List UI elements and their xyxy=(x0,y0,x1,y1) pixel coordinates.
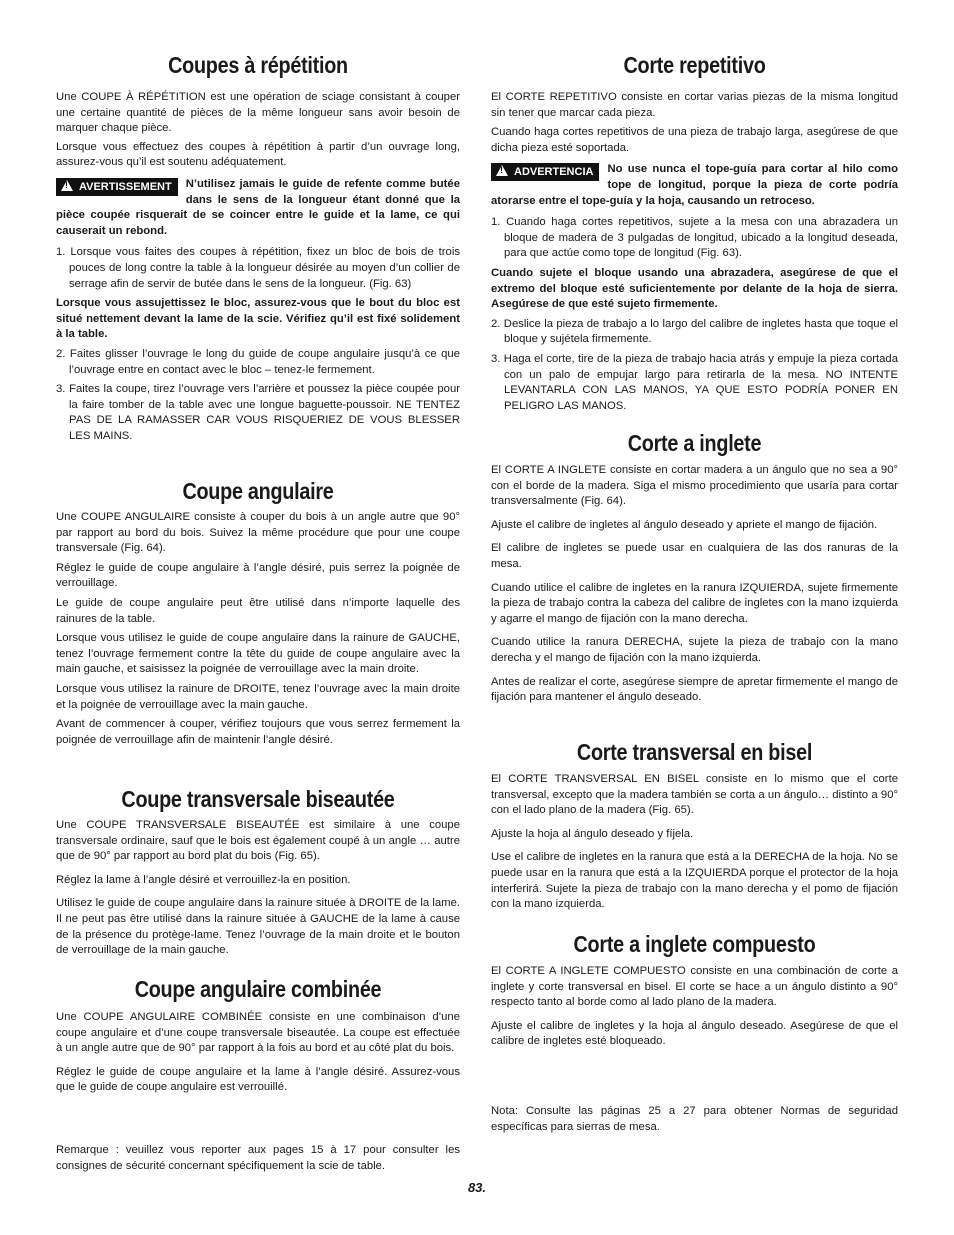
paragraph: Une COUPE À RÉPÉTITION est une opération de sciage consistant à couper une certaine quantité de pièces de la même longueur sans avoir besoin de marquer chaque pièce. xyxy=(56,91,460,135)
page-number: 83. xyxy=(467,1180,487,1195)
paragraph: Lorsque vous utilisez le guide de coupe angulaire dans la rainure de GAUCHE, tenez l’ouvrage fermement contre la tête du guide de coupe angulaire avec la main gauche, et saisissez la poignée de verrouillage avec la main droite. xyxy=(56,632,460,676)
list-item: 2. Deslice la pieza de trabajo a lo largo del calibre de ingletes hasta que toque el bloque y sujétela firmemente. xyxy=(491,317,898,346)
section-title-coupe-transversale-biseautee: Coupe transversale biseautée xyxy=(121,786,395,812)
list-item: 1. Lorsque vous faites des coupes à répétition, fixez un bloc de bois de trois pouces de long contre la table à la longueur désirée au moyen d’un collier de serrage afin de servir de butée dans le sens de la longueur. (Fig. 63) xyxy=(56,246,460,290)
paragraph: Une COUPE ANGULAIRE consiste à couper du bois à un angle autre que 90° par rapport au bord du bois. Suivez la même procédure que pour une coupe transversale (Fig. 64). xyxy=(56,511,460,555)
warning-block xyxy=(56,177,460,239)
warning-badge: !ADVERTENCIA xyxy=(491,163,599,181)
paragraph: Ajuste el calibre de ingletes y la hoja al ángulo deseado. Asegúrese de que el calibre de ingletes esté bloqueado. xyxy=(491,1019,898,1048)
paragraph: Ajuste la hoja al ángulo deseado y fíjela. xyxy=(491,827,694,840)
step-list xyxy=(56,347,460,445)
list-item: 3. Haga el corte, tire de la pieza de trabajo hacia atrás y empuje la pieza cortada con un palo de empujar largo para retirarla de la mesa. NO INTENTE LEVANTARLA CON LAS MANOS, YA QUE ESTO PODRÍA PONER EN PELIGRO LAS MANOS. xyxy=(491,352,898,412)
section-title-corte-repetitivo: Corte repetitivo xyxy=(623,52,766,78)
section-title-corte-transversal-en-bisel: Corte transversal en bisel xyxy=(576,739,813,765)
paragraph: Cuando utilice el calibre de ingletes en la ranura IZQUIERDA, sujete firmemente la pieza de trabajo contra la cabeza del calibre de ingletes con la mano izquierda y agarre el mango de fijación con la mano derecha. xyxy=(491,581,898,625)
warning-triangle-icon xyxy=(496,165,508,176)
paragraph: Réglez la lame à l’angle désiré et verrouillez-la en position. xyxy=(56,873,351,886)
section-title-coupes-repetition: Coupes à répétition xyxy=(168,52,348,78)
warning-badge: !AVERTISSEMENT xyxy=(56,178,178,196)
paragraph: Le guide de coupe angulaire peut être utilisé dans n’importe laquelle des rainures de la table. xyxy=(56,596,460,625)
paragraph: El CORTE A INGLETE consiste en cortar madera a un ángulo que no sea a 90° con el borde de la madera. Siga el mismo procedimiento que usaría para cortar transversalmente (Fig. 64). xyxy=(491,464,898,508)
paragraph: El calibre de ingletes se puede usar en cualquiera de las dos ranuras de la mesa. xyxy=(491,542,898,570)
paragraph: Réglez le guide de coupe angulaire à l’angle désiré, puis serrez la poignée de verrouillage. xyxy=(56,561,460,590)
paragraph: Réglez le guide de coupe angulaire et la lame à l’angle désiré. Assurez-vous que le guide de coupe angulaire est verrouillé. xyxy=(56,1065,460,1094)
paragraph: Antes de realizar el corte, asegúrese siempre de apretar firmemente el mango de fijación para mantener el ángulo deseado. xyxy=(491,675,898,704)
safety-note: Remarque : veuillez vous reporter aux pages 15 à 17 pour consulter les consignes de sécurité concernant spécifiquement la scie de table. xyxy=(56,1144,460,1172)
section-title-corte-a-inglete-compuesto: Corte a inglete compuesto xyxy=(573,931,816,957)
list-item: 2. Faites glisser l’ouvrage le long du guide de coupe angulaire jusqu’à ce que l’ouvrage entre en contact avec le bloc – tenez-le fermement. xyxy=(56,347,460,376)
paragraph: Avant de commencer à couper, vérifiez toujours que vous serrez fermement la poignée de verrouillage afin de maintenir l’angle désiré. xyxy=(56,718,460,746)
paragraph: Ajuste el calibre de ingletes al ángulo deseado y apriete el mango de fijación. xyxy=(491,518,878,531)
list-item: 3. Faites la coupe, tirez l’ouvrage vers l’arrière et poussez la pièce coupée pour la faire tomber de la table avec une longue baguette-poussoir. NE TENTEZ PAS DE LA RAMASSER CAR VOUS RISQUERIEZ DE VOUS BLESSER LES MAINS. xyxy=(56,383,460,442)
paragraph: Cuando utilice la ranura DERECHA, sujete la pieza de trabajo con la mano derecha y el mango de fijación con la mano izquierda. xyxy=(491,636,898,664)
warning-text: N’utilisez jamais le guide de refente comme butée dans le sens de la longueur étant donné que la pièce coupée risquerait de se coincer entre le guide et la lame, ce qui causerait un rebond. xyxy=(56,177,460,237)
section-title-corte-a-inglete: Corte a inglete xyxy=(627,430,762,456)
step-list xyxy=(491,317,898,415)
paragraph: El CORTE A INGLETE COMPUESTO consiste en una combinación de corte a inglete y corte transversal en bisel. El corte se hace a un ángulo distinto a 90° respecto tanto al borde como al lado plano de la madera. xyxy=(491,965,898,1009)
safety-note: Nota: Consulte las páginas 25 a 27 para obtener Normas de seguridad específicas para sierras de mesa. xyxy=(491,1105,898,1133)
paragraph: Use el calibre de ingletes en la ranura que está a la DERECHA de la hoja. No se puede usar en la ranura que está a la IZQUIERDA porque el protector de la hoja interferirá. Sujete la pieza de trabajo con la mano derecha y el pomo de fijación con la mano izquierda. xyxy=(491,851,898,911)
paragraph: El CORTE REPETITIVO consiste en cortar varias piezas de la misma longitud sin tener que marcar cada pieza. xyxy=(491,91,898,119)
warning-triangle-icon xyxy=(61,180,73,191)
paragraph: Lorsque vous effectuez des coupes à répétition à partir d’un ouvrage long, assurez-vous qu’il est soutenu adéquatement. xyxy=(56,140,460,169)
paragraph: Une COUPE ANGULAIRE COMBINÉE consiste en une combinaison d’une coupe angulaire et d’une coupe transversale biseautée. La coupe est effectuée à un angle autre que de 90° par rapport à la fois au bord et au côté plat du bois. xyxy=(56,1011,460,1055)
paragraph: Utilisez le guide de coupe angulaire dans la rainure située à DROITE de la lame. Il ne peut pas être utilisé dans la rainure située à GAUCHE de la lame à cause de la présence du protège-lame. Tenez l’ouvrage de la main droite et le bouton de verrouillage de la main gauche. xyxy=(56,897,460,957)
paragraph: Cuando haga cortes repetitivos de una pieza de trabajo larga, asegúrese de que dicha pieza esté soportada. xyxy=(491,126,898,154)
paragraph: El CORTE TRANSVERSAL EN BISEL consiste en lo mismo que el corte transversal, excepto que la madera también se corta a un ángulo… distinto a 90° con el lado plano de la madera (Fig. 65). xyxy=(491,773,898,817)
section-title-coupe-angulaire: Coupe angulaire xyxy=(182,478,334,504)
warning-text: No use nunca el tope-guía para cortar al hilo como tope de longitud, porque la pieza de corte podría atorarse entre el tope-guía y la hoja, causando un retroceso. xyxy=(491,163,898,207)
paragraph: Lorsque vous utilisez la rainure de DROITE, tenez l’ouvrage avec la main droite et la poignée de verrouillage avec la main gauche. xyxy=(56,682,460,711)
bold-caution: Lorsque vous assujettissez le bloc, assurez-vous que le bout du bloc est situé nettement devant la lame de la scie. Vérifiez qu’il est fixé solidement à la table. xyxy=(56,297,460,341)
step-list xyxy=(56,245,460,292)
paragraph: Une COUPE TRANSVERSALE BISEAUTÉE est similaire à une coupe transversale ordinaire, sauf que le bois est également coupé à un angle … autre que de 90° par rapport au bord plat du bois (Fig. 65). xyxy=(56,819,460,863)
list-item: 1. Cuando haga cortes repetitivos, sujete a la mesa con una abrazadera un bloque de madera de 3 pulgadas de longitud, ubicado a la longitud deseada, para que actúe como tope de longitud (Fig. 63). xyxy=(491,216,898,260)
step-list xyxy=(491,215,898,262)
section-title-coupe-angulaire-combinee: Coupe angulaire combinée xyxy=(134,976,382,1002)
bold-caution: Cuando sujete el bloque usando una abrazadera, asegúrese de que el extremo del bloque esté suficientemente por delante de la hoja de sierra. Asegúrese de que esté sujeto firmemente. xyxy=(491,266,898,311)
warning-block xyxy=(491,162,898,209)
